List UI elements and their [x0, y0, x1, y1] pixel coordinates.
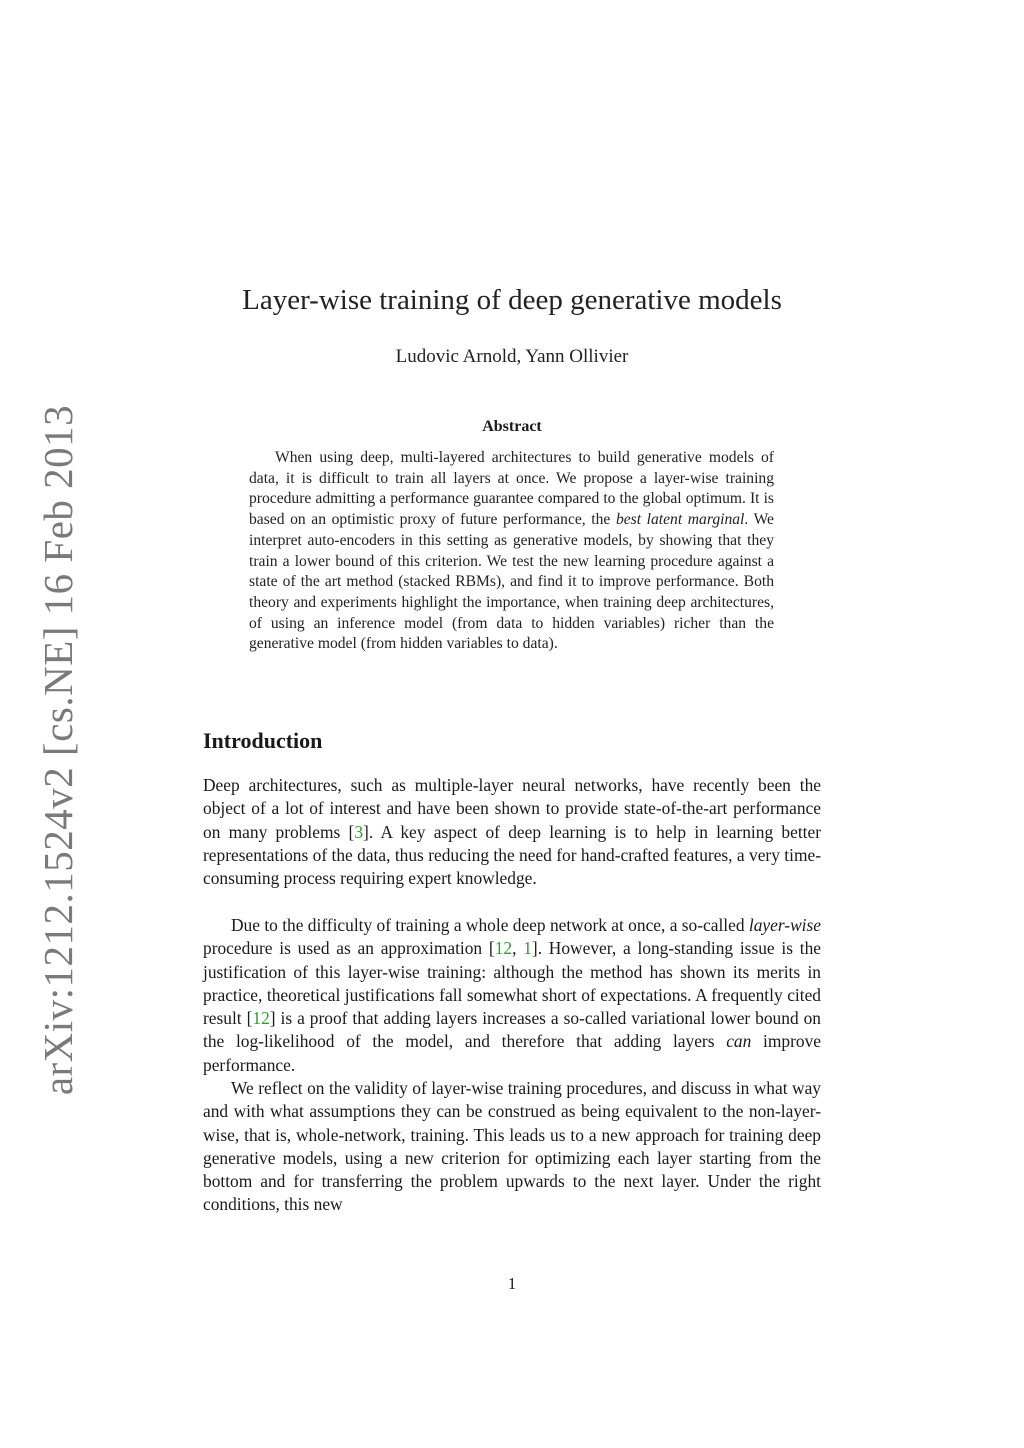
arxiv-identifier: arXiv:1212.1524v2 [cs.NE] 16 Feb 2013	[35, 404, 81, 1096]
intro-paragraph-1	[203, 774, 821, 890]
intro-paragraph-3: We reflect on the validity of layer-wise training procedures, and discuss in what way and with what assumptions they can be construed as being equivalent to the non-layer-wise, that is, whole-network, training. This leads us to a new approach for training deep generative models, using a new criterion for optimizing each layer starting from the bottom and for transferring the problem upwards to the next layer. Under the right conditions, this new	[203, 1078, 821, 1215]
paragraph-text: Deep architectures, such as multiple-layer neural networks, have recently been the object of a lot of interest and have been shown to provide state-of-the-art performance on many problems [	[203, 775, 821, 842]
paragraph-text: ] is a proof that adding layers increases a so-called variational lower bound on the log-likelihood of the model, and therefore that adding layers	[203, 1008, 821, 1052]
citation-link[interactable]: 12	[252, 1008, 270, 1029]
paragraph-emphasis: layer-wise	[748, 915, 821, 935]
paragraph-text: procedure is used as an approximation [	[203, 938, 495, 959]
paragraph-text: improve performance.	[203, 1031, 821, 1075]
abstract-text-part: . We interpret auto-encoders in this setting as generative models, by showing that they train a lower bound of this criterion. We test the new learning procedure against a state of the art method (stacked RBMs), and find it to improve performance. Both theory and experiments highlight the importance, when training deep architectures, of using an inference model (from data to hidden variables) richer than the generative model (from hidden variables to data).	[249, 511, 774, 653]
paper-title: Layer-wise training of deep generative models	[242, 284, 782, 316]
paragraph-text: ]. A key aspect of deep learning is to help in learning better representations of the data, thus reducing the need for hand-crafted features, a very time-consuming process requiring expert knowledge.	[203, 821, 821, 889]
section-heading-introduction: Introduction	[203, 728, 323, 753]
paragraph-text: ]. However, a long-standing issue is the justification of this layer-wise training: although the method has shown its merits in practice, theoretical justifications fall somewhat short of expectations. A frequently cited result [	[203, 938, 821, 1029]
abstract-body	[249, 448, 774, 655]
page-number: 1	[507, 1274, 517, 1293]
intro-paragraph-2	[203, 914, 821, 1077]
citation-link[interactable]: 1	[523, 938, 532, 959]
abstract-emphasis: best latent marginal	[615, 511, 745, 529]
paragraph-emphasis: can	[726, 1031, 752, 1052]
paragraph-text: ,	[512, 938, 524, 959]
paragraph-text: Due to the difficulty of training a whole deep network at once, a so-called	[231, 915, 749, 935]
abstract-heading: Abstract	[482, 418, 542, 435]
abstract-text-part: When using deep, multi-layered architectures to build generative models of data, it is difficult to train all layers at once. We propose a layer-wise training procedure admitting a performance guarantee compared to the global optimum. It is based on an optimistic proxy of future performance, the	[249, 449, 774, 529]
citation-link[interactable]: 12	[494, 938, 513, 959]
citation-link[interactable]: 3	[354, 821, 364, 842]
paper-authors: Ludovic Arnold, Yann Ollivier	[395, 346, 629, 367]
